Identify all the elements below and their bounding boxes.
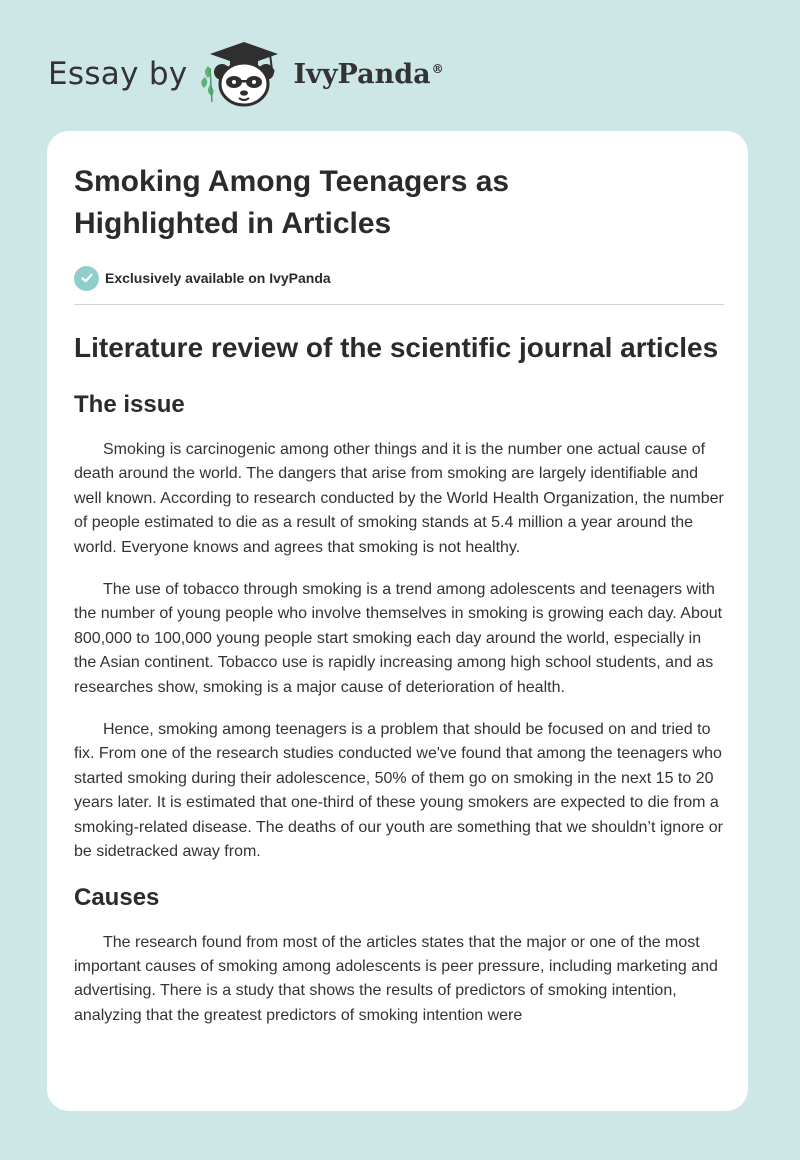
brand-name-text: IvyPanda — [293, 58, 431, 90]
panda-graduate-logo-icon — [200, 38, 288, 110]
paragraph: The research found from most of the articles states that the major or one of the most important causes of smoking among adolescents is peer pressure, including marketing and advertising. There is a study that shows the results of predictors of smoking intention, analyzing that the greatest predictors of smoking intention were — [74, 933, 718, 1024]
section-title: Literature review of the scientific journal articles — [74, 332, 719, 363]
check-icon — [74, 266, 99, 291]
ivypanda-wordmark[interactable] — [294, 59, 444, 90]
subsection-heading-causes: Causes — [74, 883, 160, 911]
title-divider — [74, 304, 724, 305]
paragraph: Hence, smoking among teenagers is a problem that should be focused on and tried to fix. From one of the research studies conducted we've found that among the teenagers who started smoking during their adolescence, 50% of them go on smoking in the next 15 to 20 years later. It is estimated that one-third of these young smokers are expected to die from a smoking-related disease. The deaths of our youth are something that we shouldn’t ignore or be sidetracked away from. — [74, 721, 723, 861]
exclusive-badge — [74, 264, 724, 292]
paragraph: The use of tobacco through smoking is a trend among adolescents and teenagers with the number of young people who involve themselves in smoking is growing each day. About 800,000 to 100,000 young people start smoking each day around the world, especially in the Asian continent. Tobacco use is rapidly increasing among high school students, and as researches show, smoking is a major cause of deterioration of health. — [74, 581, 723, 696]
exclusive-badge-label: Exclusively available on IvyPanda — [105, 270, 331, 286]
subsection-heading-issue: The issue — [74, 391, 185, 418]
essay-content — [74, 161, 724, 1028]
essay-card — [47, 131, 748, 1111]
site-header — [48, 38, 444, 110]
essay-by-label: Essay by — [48, 56, 188, 92]
registered-mark: ® — [431, 61, 444, 76]
paragraph: Smoking is carcinogenic among other things and it is the number one actual cause of death around the world. The dangers that arise from smoking are largely identifiable and well known. According to research conducted by the World Health Organization, the number of people estimated to die as a result of smoking stands at 5.4 million a year around the world. Everyone knows and agrees that smoking is not healthy. — [74, 441, 724, 556]
essay-title: Smoking Among Teenagers as Highlighted in Articles — [74, 165, 510, 240]
